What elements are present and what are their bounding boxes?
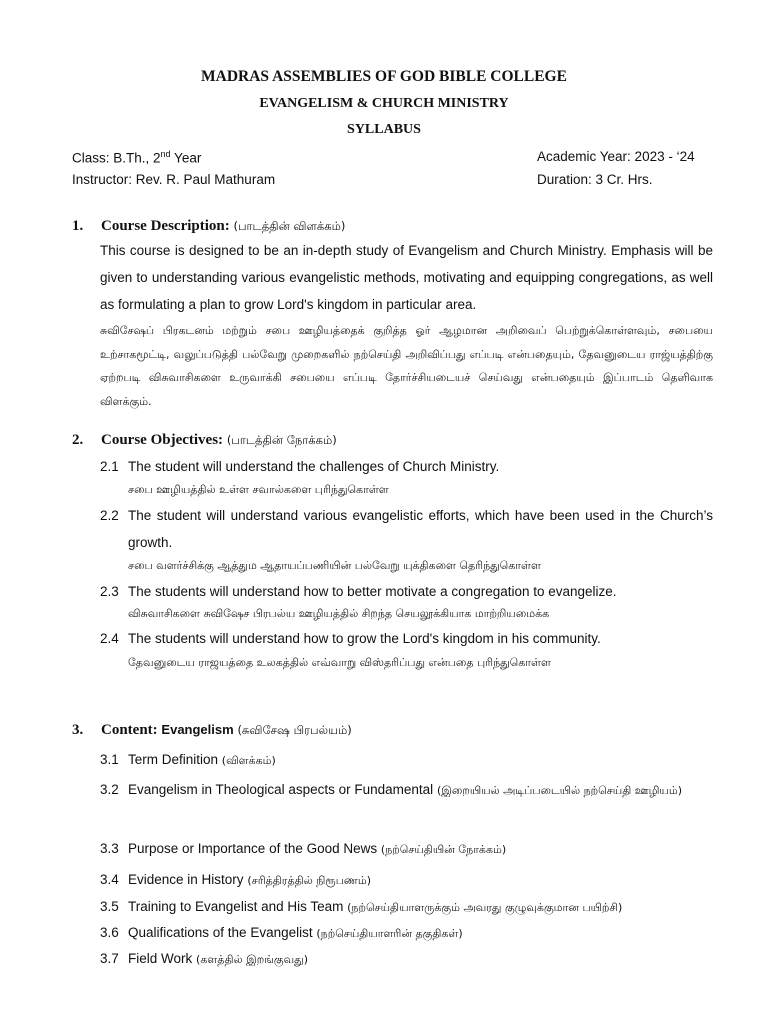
section-1-title bbox=[101, 218, 345, 235]
academic-year: Academic Year: 2023 - ‘24 bbox=[537, 149, 695, 164]
content-tamil: (நற்செய்தியாளரின் தகுதிகள்) bbox=[316, 927, 463, 940]
content-number: 3.1 bbox=[100, 752, 119, 767]
content-text bbox=[128, 746, 713, 774]
section-1-title-text: Course Description: bbox=[101, 218, 230, 234]
content-text bbox=[128, 945, 713, 973]
content-english: Training to Evangelist and His Team bbox=[128, 899, 344, 914]
class-superscript: nd bbox=[160, 149, 171, 159]
content-tamil: (இறையியல் அடிப்படையில் நற்செய்தி ஊழியம்) bbox=[436, 784, 682, 797]
content-number: 3.4 bbox=[100, 872, 119, 887]
objective-text: The students will understand how to better motivate a congregation to evangelize. bbox=[128, 584, 617, 599]
content-text bbox=[128, 776, 713, 805]
content-english: Evidence in History bbox=[128, 872, 244, 887]
content-english: Qualifications of the Evangelist bbox=[128, 925, 313, 940]
content-tamil: (விளக்கம்) bbox=[221, 754, 276, 767]
section-3-title-tamil: (சுவிசேஷ பிரபல்யம்) bbox=[237, 723, 352, 737]
content-number: 3.5 bbox=[100, 899, 119, 914]
content-text bbox=[128, 919, 713, 947]
course-description: This course is designed to be an in-depth study of Evangelism and Church Ministry. Emphasis will be given to understanding various evangelistic methods, motivating and equipping congregations, as well as formulating a plan to grow Lord's kingdom in particular area. bbox=[100, 243, 713, 312]
content-english: Field Work bbox=[128, 951, 193, 966]
content-number: 3.7 bbox=[100, 951, 119, 966]
section-1-title-tamil: (பாடத்தின் விளக்கம்) bbox=[233, 219, 346, 233]
section-3-number: 3. bbox=[72, 722, 84, 738]
objective-tamil: சபை ஊழியத்தில் உள்ள சவால்களை புரிந்துகொள்ள bbox=[128, 483, 389, 496]
section-3-title bbox=[101, 722, 352, 739]
course-description-tamil: சுவிசேஷப் பிரகடனம் மற்றும் சபை ஊழியத்தைக் குறித்த ஓர் ஆழமான அறிவைப் பெற்றுக்கொள்ளவும், சபையை உற்சாகமூட்டி, வலுப்படுத்தி பல்வேறு முறைகளில் நற்செய்தி அறிவிப்பது எப்படி என்பதையும், தேவனுடைய ராஜ்யத்திற்கு ஏற்றபடி விசுவாசிகளை உருவாக்கி சபையை எப்படி தோர்ச்சியடையச் செய்வது என்பதையும் இப்பாடம் தெளிவாக விளக்கும். bbox=[100, 324, 713, 408]
objective-number: 2.1 bbox=[100, 459, 119, 474]
content-text bbox=[128, 893, 713, 921]
section-3-subtitle: Evangelism bbox=[161, 722, 234, 737]
section-2-number: 2. bbox=[72, 432, 84, 448]
content-tamil: (சரித்திரத்தில் நிரூபணம்) bbox=[247, 874, 372, 887]
instructor: Instructor: Rev. R. Paul Mathuram bbox=[72, 172, 276, 187]
objective-text: The students will understand how to grow the Lord's kingdom in his community. bbox=[128, 631, 601, 646]
class-suffix: Year bbox=[170, 150, 202, 166]
content-tamil: (நற்செய்தியாளருக்கும் அவரது குழுவுக்குமான பயிற்சி) bbox=[347, 901, 623, 914]
objective-text: The student will understand the challenges of Church Ministry. bbox=[128, 459, 500, 474]
content-text bbox=[128, 866, 713, 894]
document-type: SYLLABUS bbox=[347, 122, 421, 137]
content-number: 3.2 bbox=[100, 782, 119, 797]
objective-tamil: விசுவாசிகளை சுவிஷேச பிரபல்ய ஊழியத்தில் சிறந்த செயலூக்கியாக மாற்றியமைக்க bbox=[128, 607, 550, 620]
objective-number: 2.2 bbox=[100, 508, 119, 523]
content-english: Purpose or Importance of the Good News bbox=[128, 841, 378, 856]
content-english: Term Definition bbox=[128, 752, 219, 767]
section-3-title-text: Content: bbox=[101, 722, 158, 738]
section-2-title-text: Course Objectives: bbox=[101, 432, 224, 448]
objective-tamil: தேவனுடைய ராஜயத்தை உலகத்தில் எவ்வாறு விஸ்தரிப்பது என்பதை புரிந்துகொள்ள bbox=[128, 656, 551, 669]
objective-number: 2.4 bbox=[100, 631, 119, 646]
content-english: Evangelism in Theological aspects or Fundamental bbox=[128, 782, 434, 797]
objective-number: 2.3 bbox=[100, 584, 119, 599]
section-2-title-tamil: (பாடத்தின் நோக்கம்) bbox=[226, 433, 337, 447]
section-2-title bbox=[101, 432, 337, 449]
objective-tamil: சபை வளர்ச்சிக்கு ஆத்தும ஆதாயப்பணியின் பல்வேறு யுக்திகளை தெரிந்துகொள்ள bbox=[128, 559, 541, 572]
content-text bbox=[128, 835, 713, 863]
objective-text: The student will understand various evangelistic efforts, which have been used in the Church’s growth. bbox=[128, 508, 713, 550]
section-1-number: 1. bbox=[72, 218, 84, 234]
class-prefix: Class: B.Th., 2 bbox=[72, 150, 161, 166]
duration: Duration: 3 Cr. Hrs. bbox=[537, 172, 653, 187]
class-info bbox=[72, 149, 201, 166]
course-name: EVANGELISM & CHURCH MINISTRY bbox=[259, 96, 509, 111]
college-name: MADRAS ASSEMBLIES OF GOD BIBLE COLLEGE bbox=[201, 68, 567, 85]
content-tamil: (களத்தில் இறங்குவது) bbox=[196, 953, 308, 966]
content-number: 3.6 bbox=[100, 925, 119, 940]
content-tamil: (நற்செய்தியின் நோக்கம்) bbox=[380, 843, 507, 856]
content-number: 3.3 bbox=[100, 841, 119, 856]
